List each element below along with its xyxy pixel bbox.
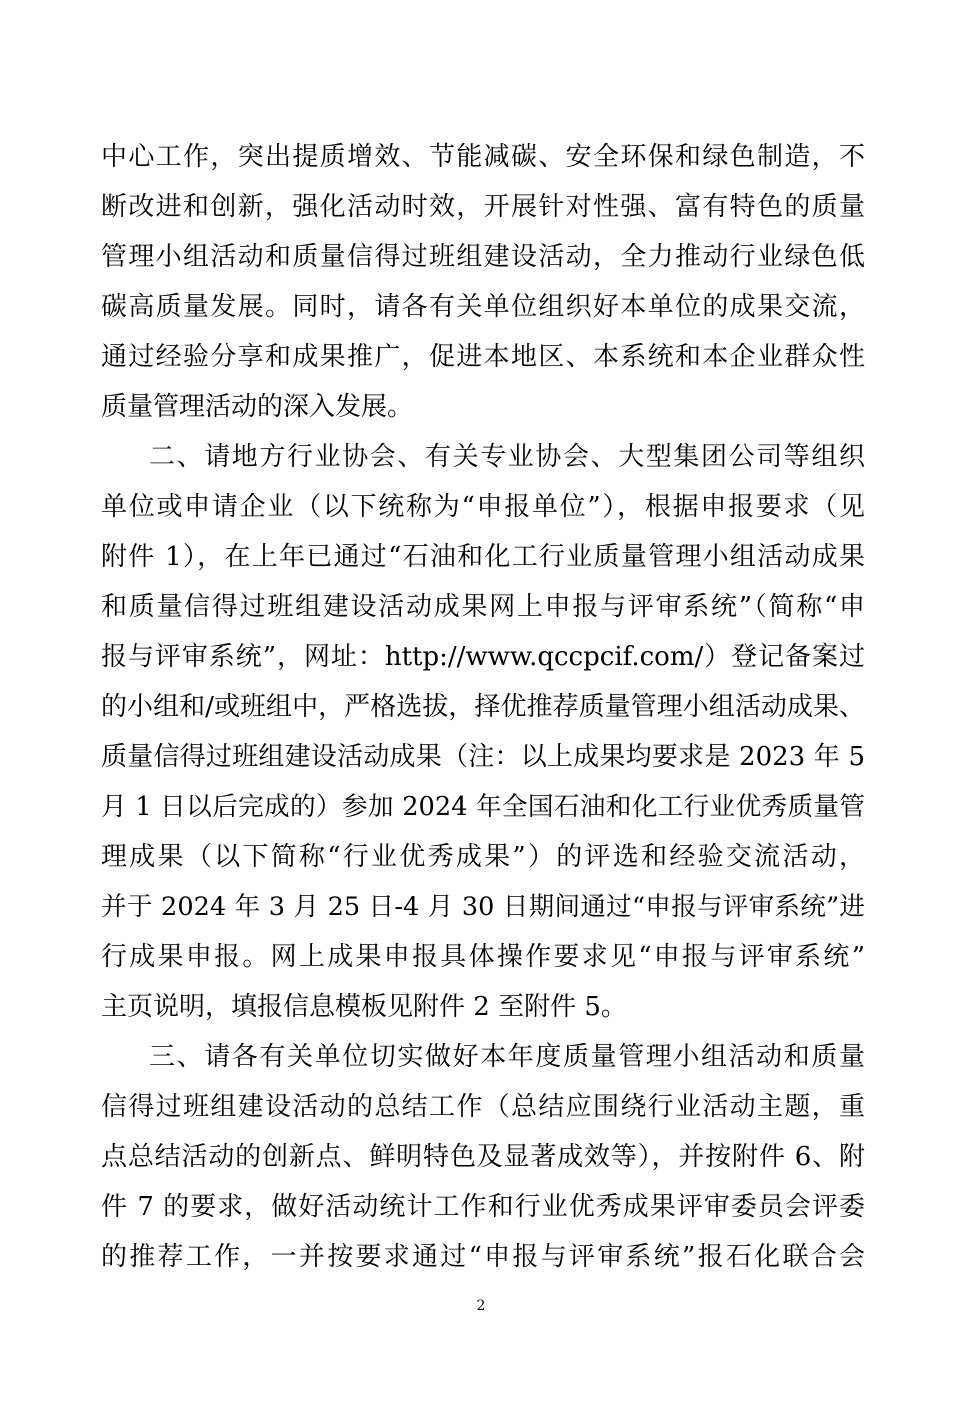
paragraph-1-line-1: 中心工作，突出提质增效、节能减碳、安全环保和绿色制造，不: [101, 142, 865, 172]
paragraph-1-line-3: 管理小组活动和质量信得过班组建设活动，全力推动行业绿色低: [101, 242, 865, 272]
paragraph-2-line-12: 主页说明，填报信息模板见附件 2 至附件 5。: [101, 992, 627, 1022]
paragraph-2-line-5: 报与评审系统”，网址：http://www.qccpcif.com/）登记备案过: [101, 642, 865, 672]
paragraph-2-line-7: 质量信得过班组建设活动成果（注：以上成果均要求是 2023 年 5: [101, 742, 865, 772]
paragraph-3-line-4: 件 7 的要求，做好活动统计工作和行业优秀成果评审委员会评委: [101, 1192, 865, 1222]
paragraph-2-line-1: 二、请地方行业协会、有关专业协会、大型集团公司等组织: [149, 442, 865, 472]
paragraph-3-line-2: 信得过班组建设活动的总结工作（总结应围绕行业活动主题，重: [101, 1092, 865, 1122]
paragraph-2-line-6: 的小组和/或班组中，严格选拔，择优推荐质量管理小组活动成果、: [101, 692, 865, 722]
page-number: 2: [476, 1298, 486, 1314]
paragraph-1-line-6: 质量管理活动的深入发展。: [101, 392, 414, 422]
paragraph-3-line-3: 点总结活动的创新点、鲜明特色及显著成效等），并按附件 6、附: [101, 1142, 865, 1172]
paragraph-2-line-3: 附件 1），在上年已通过“石油和化工行业质量管理小组活动成果: [101, 542, 865, 572]
paragraph-2-line-11: 行成果申报。网上成果申报具体操作要求见“申报与评审系统”: [101, 942, 865, 972]
paragraph-2-line-9: 理成果（以下简称“行业优秀成果”）的评选和经验交流活动，: [101, 842, 865, 872]
paragraph-1-line-2: 断改进和创新，强化活动时效，开展针对性强、富有特色的质量: [101, 192, 865, 222]
paragraph-1-line-5: 通过经验分享和成果推广，促进本地区、本系统和本企业群众性: [101, 342, 865, 372]
paragraph-2-line-10: 并于 2024 年 3 月 25 日-4 月 30 日期间通过“申报与评审系统”进: [101, 892, 865, 922]
paragraph-2-line-2: 单位或申请企业（以下统称为“申报单位”），根据申报要求（见: [101, 492, 865, 522]
paragraph-2-line-8: 月 1 日以后完成的）参加 2024 年全国石油和化工行业优秀质量管: [101, 792, 865, 822]
paragraph-3-line-5: 的推荐工作，一并按要求通过“申报与评审系统”报石化联合会: [101, 1242, 865, 1272]
paragraph-1-line-4: 碳高质量发展。同时，请各有关单位组织好本单位的成果交流，: [101, 292, 865, 322]
paragraph-2-line-4: 和质量信得过班组建设活动成果网上申报与评审系统”（简称“申: [101, 592, 865, 622]
paragraph-3-line-1: 三、请各有关单位切实做好本年度质量管理小组活动和质量: [149, 1042, 865, 1072]
